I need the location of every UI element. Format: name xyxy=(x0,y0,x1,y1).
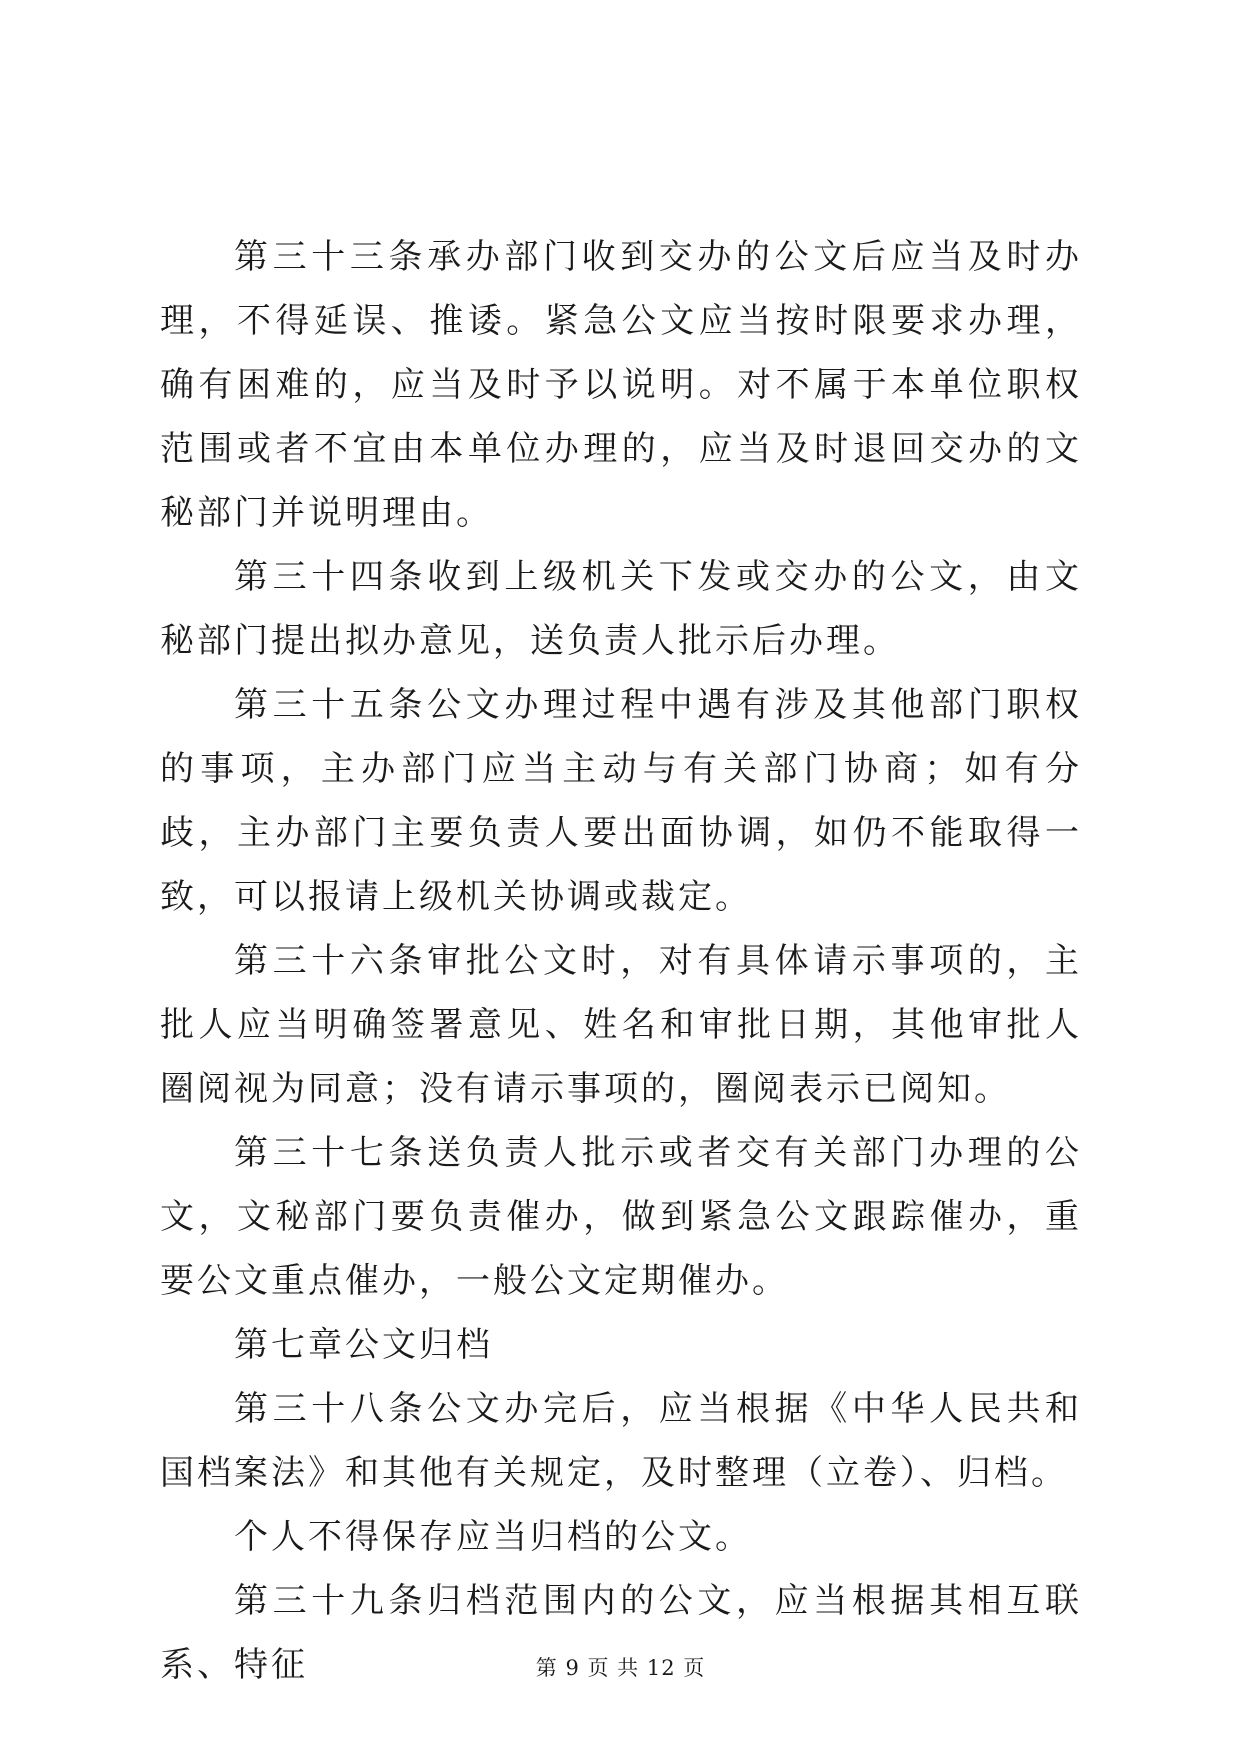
document-body xyxy=(160,225,1082,1697)
page-number-footer: 第 9 页 共 12 页 xyxy=(535,1656,706,1680)
paragraph-article-36: 第三十六条审批公文时，对有具体请示事项的，主批人应当明确签署意见、姓名和审批日期，其他审批人圈阅视为同意；没有请示事项的，圈阅表示已阅知。 xyxy=(160,941,1082,1109)
paragraph-article-34: 第三十四条收到上级机关下发或交办的公文，由文秘部门提出拟办意见，送负责人批示后办理。 xyxy=(160,557,1082,661)
paragraph-article-38: 第三十八条公文办完后，应当根据《中华人民共和国档案法》和其他有关规定，及时整理（立卷）、归档。 xyxy=(160,1389,1082,1493)
paragraph-article-37: 第三十七条送负责人批示或者交有关部门办理的公文，文秘部门要负责催办，做到紧急公文跟踪催办，重要公文重点催办，一般公文定期催办。 xyxy=(160,1133,1082,1301)
paragraph-article-33: 第三十三条承办部门收到交办的公文后应当及时办理，不得延误、推诿。紧急公文应当按时限要求办理，确有困难的，应当及时予以说明。对不属于本单位职权范围或者不宜由本单位办理的，应当及时退回交办的文秘部门并说明理由。 xyxy=(160,237,1082,533)
paragraph-personal-retention: 个人不得保存应当归档的公文。 xyxy=(234,1517,752,1557)
chapter-heading: 第七章公文归档 xyxy=(234,1325,493,1365)
paragraph-article-35: 第三十五条公文办理过程中遇有涉及其他部门职权的事项，主办部门应当主动与有关部门协商；如有分歧，主办部门主要负责人要出面协调，如仍不能取得一致，可以报请上级机关协调或裁定。 xyxy=(160,685,1082,917)
paragraph-article-39: 第三十九条归档范围内的公文，应当根据其相互联系、特征 xyxy=(160,1581,1082,1685)
